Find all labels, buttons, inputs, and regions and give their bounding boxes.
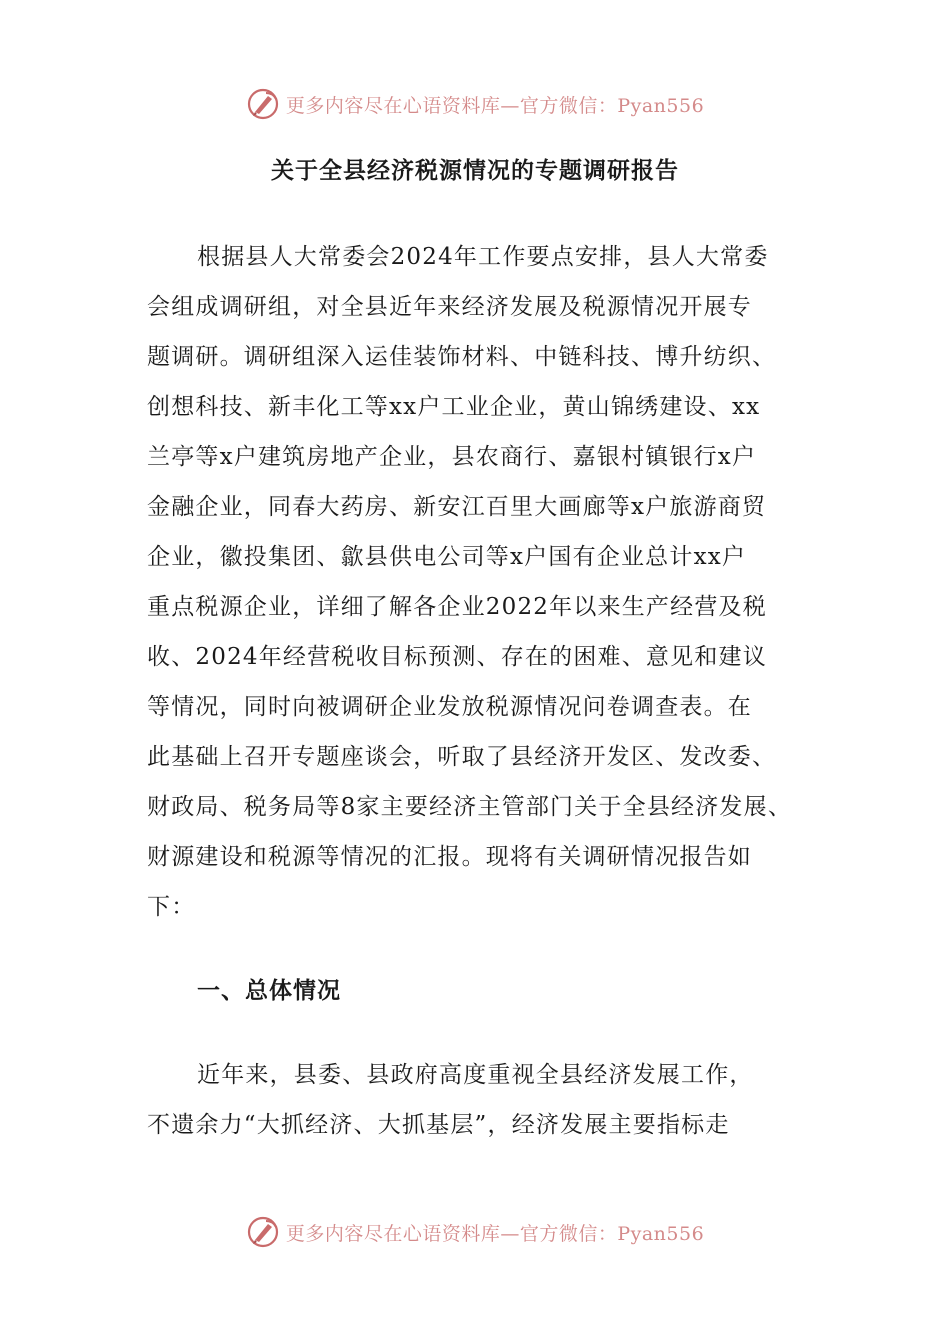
paragraph-line: 企业，徽投集团、歙县供电公司等x户国有企业总计xx户 bbox=[147, 544, 747, 570]
paragraph-line: 财政局、税务局等8家主要经济主管部门关于全县经济发展、 bbox=[147, 794, 793, 820]
paragraph-line: 财源建设和税源等情况的汇报。现将有关调研情况报告如 bbox=[147, 844, 752, 870]
paragraph-line: 金融企业，同春大药房、新安江百里大画廊等x户旅游商贸 bbox=[147, 494, 767, 520]
watermark-text: 更多内容尽在心语资料库—官方微信：Pyan556 bbox=[285, 1222, 705, 1245]
section-heading: 一、总体情况 bbox=[197, 977, 341, 1004]
paragraph-line: 此基础上召开专题座谈会，听取了县经济开发区、发改委、 bbox=[147, 744, 777, 770]
pen-logo-icon bbox=[246, 87, 280, 121]
paragraph-line: 下： bbox=[147, 894, 196, 920]
paragraph-line: 根据县人大常委会2024年工作要点安排，县人大常委 bbox=[197, 244, 769, 270]
watermark-footer bbox=[0, 1212, 950, 1252]
paragraph-line: 题调研。调研组深入运佳装饰材料、中链科技、博升纺织、 bbox=[147, 344, 777, 370]
paragraph-line: 创想科技、新丰化工等xx户工业企业，黄山锦绣建设、xx bbox=[147, 394, 761, 420]
paragraph-line: 不遗余力“大抓经济、大抓基层”，经济发展主要指标走 bbox=[147, 1112, 730, 1138]
watermark-header bbox=[0, 84, 950, 124]
paragraph-line: 兰亭等x户建筑房地产企业，县农商行、嘉银村镇银行x户 bbox=[147, 444, 757, 470]
paragraph-line: 等情况，同时向被调研企业发放税源情况问卷调查表。在 bbox=[147, 694, 752, 720]
paragraph-line: 收、2024年经营税收目标预测、存在的困难、意见和建议 bbox=[147, 644, 767, 670]
paragraph-line: 重点税源企业，详细了解各企业2022年以来生产经营及税 bbox=[147, 594, 767, 620]
paragraph-2 bbox=[147, 1050, 827, 1150]
watermark-text: 更多内容尽在心语资料库—官方微信：Pyan556 bbox=[285, 94, 705, 117]
paragraph-line: 近年来，县委、县政府高度重视全县经济发展工作， bbox=[197, 1062, 754, 1088]
document-title: 关于全县经济税源情况的专题调研报告 bbox=[271, 157, 679, 184]
paragraph-line: 会组成调研组，对全县近年来经济发展及税源情况开展专 bbox=[147, 294, 752, 320]
paragraph-1 bbox=[147, 232, 827, 932]
pen-logo-icon bbox=[246, 1215, 280, 1249]
